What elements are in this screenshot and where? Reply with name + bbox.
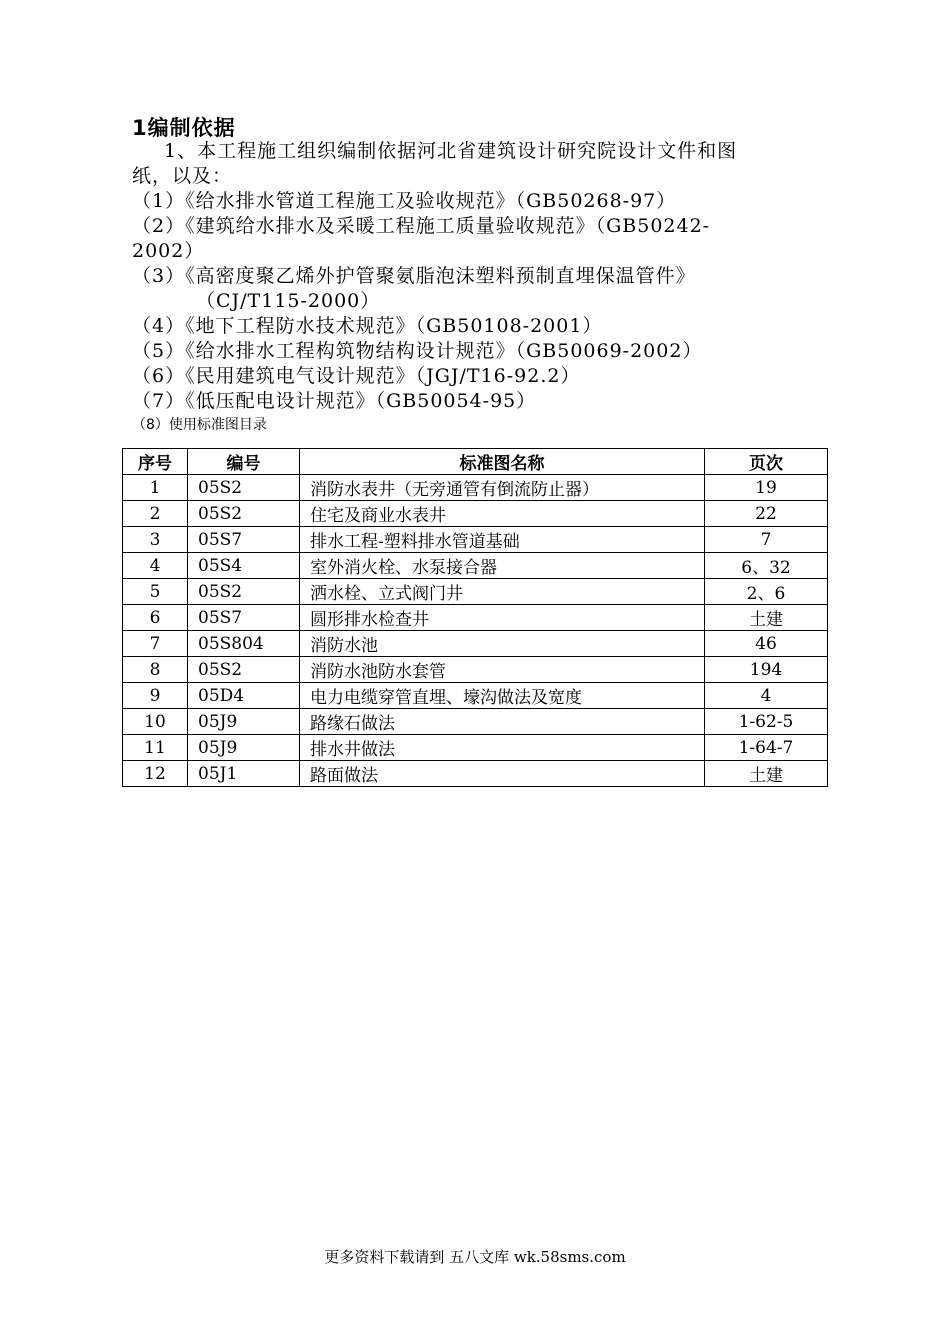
table-row xyxy=(123,657,828,683)
cell-index: 6 xyxy=(123,605,188,631)
cell-code: 05S2 xyxy=(188,475,300,501)
header-code: 编号 xyxy=(188,449,300,475)
cell-name: 圆形排水检查井 xyxy=(300,605,705,631)
cell-page: 土建 xyxy=(705,761,828,787)
cell-name: 路缘石做法 xyxy=(300,709,705,735)
table-row xyxy=(123,579,828,605)
standard-drawings-table xyxy=(122,448,828,787)
table-row xyxy=(123,761,828,787)
cell-index: 1 xyxy=(123,475,188,501)
reference-8: （8）使用标准图目录 xyxy=(132,417,267,433)
cell-page: 22 xyxy=(705,501,828,527)
cell-code: 05D4 xyxy=(188,683,300,709)
cell-index: 12 xyxy=(123,761,188,787)
cell-index: 8 xyxy=(123,657,188,683)
cell-name: 电力电缆穿管直埋、壕沟做法及宽度 xyxy=(300,683,705,709)
cell-page: 7 xyxy=(705,527,828,553)
cell-name: 洒水栓、立式阀门井 xyxy=(300,579,705,605)
cell-index: 9 xyxy=(123,683,188,709)
cell-code: 05S4 xyxy=(188,553,300,579)
header-page: 页次 xyxy=(705,449,828,475)
cell-name: 排水井做法 xyxy=(300,735,705,761)
table-row xyxy=(123,683,828,709)
cell-code: 05S2 xyxy=(188,501,300,527)
cell-page: 19 xyxy=(705,475,828,501)
reference-7: （7）《低压配电设计规范》（GB50054-95） xyxy=(132,390,537,412)
cell-name: 住宅及商业水表井 xyxy=(300,501,705,527)
cell-code: 05S2 xyxy=(188,579,300,605)
cell-code: 05S804 xyxy=(188,631,300,657)
reference-2-line-1: （2）《建筑给水排水及采暖工程施工质量验收规范》（GB50242- xyxy=(132,215,711,237)
cell-code: 05J1 xyxy=(188,761,300,787)
cell-code: 05J9 xyxy=(188,735,300,761)
cell-code: 05S2 xyxy=(188,657,300,683)
cell-index: 11 xyxy=(123,735,188,761)
cell-index: 3 xyxy=(123,527,188,553)
cell-page: 194 xyxy=(705,657,828,683)
cell-page: 6、32 xyxy=(705,553,828,579)
table-row xyxy=(123,709,828,735)
cell-name: 室外消火栓、水泵接合器 xyxy=(300,553,705,579)
cell-name: 消防水表井（无旁通管有倒流防止器） xyxy=(300,475,705,501)
cell-name: 排水工程-塑料排水管道基础 xyxy=(300,527,705,553)
intro-line-1: 1、本工程施工组织编制依据河北省建筑设计研究院设计文件和图 xyxy=(164,140,738,162)
cell-index: 5 xyxy=(123,579,188,605)
table-row xyxy=(123,631,828,657)
cell-page: 1-64-7 xyxy=(705,735,828,761)
table-row xyxy=(123,605,828,631)
cell-name: 消防水池 xyxy=(300,631,705,657)
table-row xyxy=(123,735,828,761)
section-heading: 1编制依据 xyxy=(132,116,236,140)
cell-page: 1-62-5 xyxy=(705,709,828,735)
reference-2-line-2: 2002） xyxy=(132,240,205,262)
table-row xyxy=(123,501,828,527)
cell-index: 7 xyxy=(123,631,188,657)
reference-1: （1）《给水排水管道工程施工及验收规范》（GB50268-97） xyxy=(132,190,677,212)
cell-page: 4 xyxy=(705,683,828,709)
header-index: 序号 xyxy=(123,449,188,475)
intro-line-2: 纸，以及： xyxy=(132,165,233,187)
reference-3-line-1: （3）《高密度聚乙烯外护管聚氨脂泡沫塑料预制直埋保温管件》 xyxy=(132,265,696,287)
cell-index: 10 xyxy=(123,709,188,735)
table-row xyxy=(123,527,828,553)
cell-index: 4 xyxy=(123,553,188,579)
cell-code: 05S7 xyxy=(188,605,300,631)
cell-page: 46 xyxy=(705,631,828,657)
cell-page: 2、6 xyxy=(705,579,828,605)
header-name: 标准图名称 xyxy=(300,449,705,475)
cell-page: 土建 xyxy=(705,605,828,631)
cell-code: 05S7 xyxy=(188,527,300,553)
reference-6: （6）《民用建筑电气设计规范》（JGJ/T16-92.2） xyxy=(132,365,581,387)
cell-code: 05J9 xyxy=(188,709,300,735)
reference-3-line-2: （CJ/T115-2000） xyxy=(196,290,381,312)
table-header-row xyxy=(123,449,828,475)
reference-4: （4）《地下工程防水技术规范》（GB50108-2001） xyxy=(132,315,603,337)
cell-index: 2 xyxy=(123,501,188,527)
table-row xyxy=(123,553,828,579)
cell-name: 路面做法 xyxy=(300,761,705,787)
footer-text: 更多资料下载请到 五八文库 wk.58sms.com xyxy=(324,1248,626,1266)
table-body xyxy=(123,475,828,787)
table-row xyxy=(123,475,828,501)
cell-name: 消防水池防水套管 xyxy=(300,657,705,683)
reference-5: （5）《给水排水工程构筑物结构设计规范》（GB50069-2002） xyxy=(132,340,703,362)
